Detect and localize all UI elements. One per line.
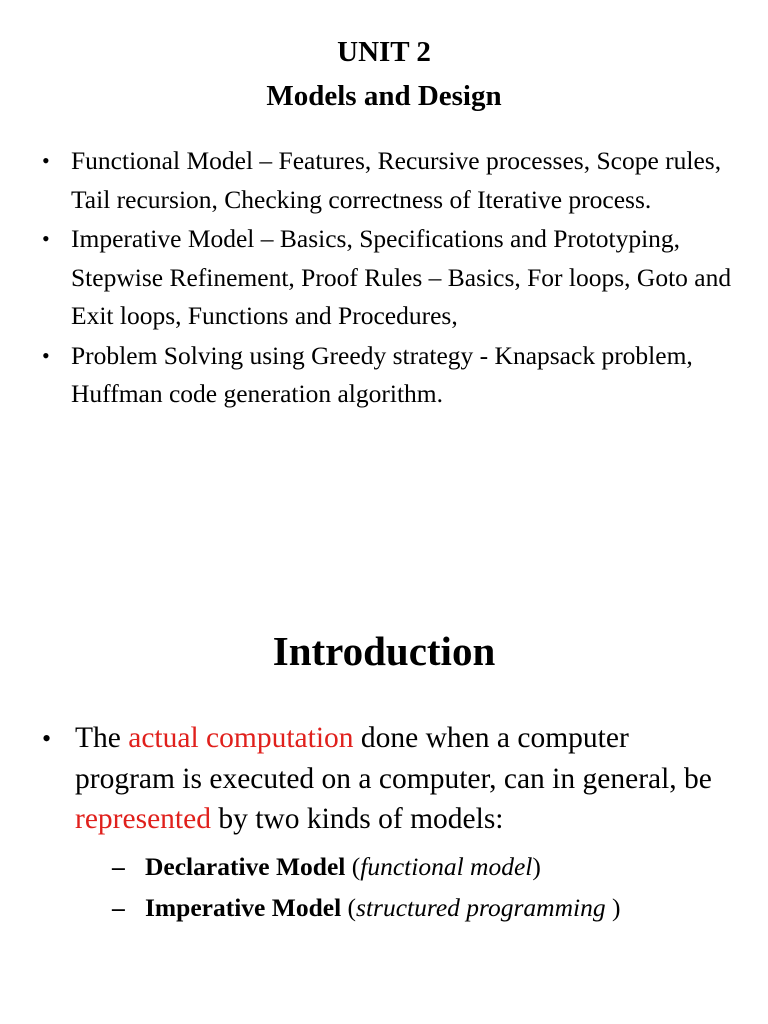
sub-item-italic: structured programming [356, 892, 606, 922]
sub-item-bold: Imperative Model [145, 892, 342, 922]
bullet-icon: • [42, 148, 50, 173]
highlight-represented: represented [75, 803, 211, 835]
sub-item-imperative-model [112, 887, 730, 928]
sub-item-close-paren: ) [605, 892, 621, 922]
topic-item-imperative-model [40, 220, 740, 336]
highlight-actual-computation: actual computation [128, 722, 354, 754]
sub-item-close-paren: ) [532, 851, 541, 881]
topic-text: Problem Solving using Greedy strategy - Knapsack problem, Huffman code generation algorithm. [71, 340, 693, 408]
bullet-icon: • [42, 724, 52, 753]
intro-text-part1: The [75, 722, 129, 754]
topic-list [40, 142, 740, 414]
bullet-icon: • [42, 226, 50, 251]
intro-bullet [40, 718, 730, 928]
slide-title-unit: UNIT 2 [337, 36, 431, 68]
sub-item-declarative-model [112, 846, 730, 887]
topic-item-functional-model [40, 142, 740, 219]
slide-title-introduction: Introduction [272, 628, 496, 674]
slide-introduction [0, 600, 768, 1024]
bullet-icon: • [42, 342, 50, 368]
sub-item-italic: functional model [360, 851, 533, 881]
intro-list [40, 718, 730, 928]
topic-text: Imperative Model – Basics, Specifications and Prototyping, Stepwise Refinement, Proof Rules – Basics, For loops, Goto and Exit loops, Functions and Procedures, [71, 224, 732, 330]
sub-item-open-paren: ( [345, 851, 361, 881]
slide-title-models-and-design: Models and Design [266, 80, 502, 112]
intro-text-part3: by two kinds of models: [210, 803, 504, 835]
sub-item-open-paren: ( [341, 892, 357, 922]
dash-icon: – [112, 892, 125, 922]
sub-item-bold: Declarative Model [145, 851, 346, 881]
model-sublist [75, 846, 730, 928]
intro-text-part2: done when a computer program is executed on a computer, can in general, be [75, 722, 712, 795]
topic-text: Functional Model – Features, Recursive processes, Scope rules, Tail recursion, Checking correctness of Iterative process. [71, 146, 722, 214]
topic-item-problem-solving [40, 337, 740, 414]
dash-icon: – [112, 851, 125, 881]
